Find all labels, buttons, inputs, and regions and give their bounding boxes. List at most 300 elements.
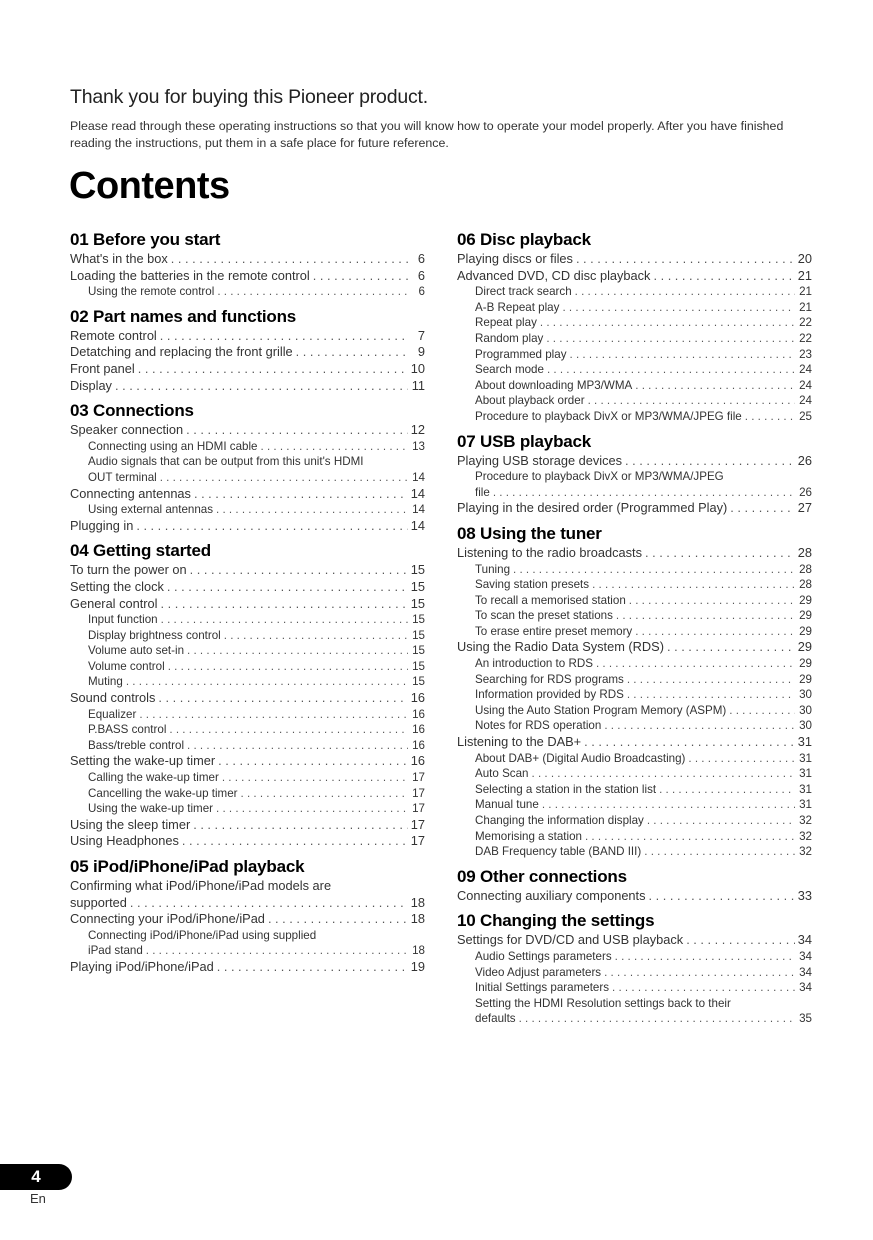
- entry-label: Settings for DVD/CD and USB playback: [457, 932, 684, 948]
- toc-entry[interactable]: [457, 703, 812, 719]
- dot-leader: [547, 362, 795, 378]
- entry-label: To recall a memorised station: [475, 593, 626, 607]
- dot-leader: [187, 738, 408, 754]
- entry-page-number: 25: [799, 409, 812, 423]
- entry-label: Using the sleep timer: [70, 816, 191, 832]
- entry-label: To erase entire preset memory: [475, 624, 633, 638]
- intro-text: Please read through these operating instructions so that you will know how to operate your model properly. After you have finished reading the instructions, put them in a safe place for future reference.: [70, 119, 784, 150]
- entry-label: Using the wake-up timer: [88, 802, 214, 816]
- toc-entry[interactable]: [457, 844, 812, 860]
- section-title: 06 Disc playback: [457, 230, 591, 249]
- entry-page-number: 21: [799, 300, 812, 314]
- toc-section: [457, 229, 812, 425]
- dot-leader: [745, 409, 795, 425]
- dot-leader: [513, 562, 795, 578]
- toc-entry[interactable]: [70, 643, 425, 659]
- toc-entry[interactable]: [70, 833, 425, 850]
- toc-entry[interactable]: [70, 753, 425, 770]
- toc-entry[interactable]: [457, 687, 812, 703]
- entry-page-number: 28: [797, 544, 812, 560]
- entry-label-continued: [70, 895, 425, 912]
- entry-label: Setting the clock: [70, 578, 164, 594]
- section-title: 10 Changing the settings: [457, 911, 655, 931]
- toc-entry[interactable]: [70, 722, 425, 738]
- entry-page-number: 6: [418, 285, 425, 299]
- entry-page-number: 18: [410, 894, 425, 910]
- dot-leader: [160, 470, 408, 486]
- toc-entry[interactable]: [70, 878, 425, 911]
- entry-page-number: 18: [410, 911, 425, 927]
- toc-entry[interactable]: [457, 980, 812, 996]
- toc-section: [70, 400, 425, 534]
- toc-entry[interactable]: [457, 829, 812, 845]
- dot-leader: [604, 965, 795, 981]
- entry-label: A-B Repeat play: [475, 300, 560, 314]
- entry-label: Manual tune: [475, 798, 539, 812]
- dot-leader: [647, 813, 795, 829]
- entry-page-number: 31: [799, 782, 812, 796]
- dot-leader: [629, 593, 795, 609]
- entry-page-number: 34: [797, 932, 812, 948]
- entry-label: defaults: [475, 1012, 516, 1026]
- toc-entry[interactable]: [70, 690, 425, 707]
- dot-leader: [193, 817, 408, 834]
- toc-entry[interactable]: [457, 639, 812, 656]
- entry-page-number: 29: [799, 593, 812, 607]
- dot-leader: [615, 949, 795, 965]
- entry-page-number: 24: [799, 394, 812, 408]
- entry-label: Connecting using an HDMI cable: [88, 439, 258, 453]
- toc-entry[interactable]: [70, 596, 425, 613]
- entry-label: An introduction to RDS: [475, 657, 593, 671]
- entry-label: Repeat play: [475, 316, 537, 330]
- entry-label: Sound controls: [70, 690, 156, 706]
- entry-page-number: 14: [410, 485, 425, 501]
- entry-page-number: 35: [799, 1012, 812, 1026]
- entry-page-number: 22: [799, 331, 812, 345]
- entry-label: Notes for RDS operation: [475, 719, 602, 733]
- entry-label: Programmed play: [475, 347, 567, 361]
- entry-label: Calling the wake-up timer: [88, 771, 219, 785]
- entry-page-number: 32: [799, 829, 812, 843]
- page-number-tab: [0, 1164, 72, 1190]
- toc-entry[interactable]: [457, 469, 812, 500]
- toc-entry[interactable]: [457, 362, 812, 378]
- dot-leader: [542, 797, 795, 813]
- entry-label: Auto Scan: [475, 767, 529, 781]
- dot-leader: [730, 500, 794, 517]
- toc-entry[interactable]: [70, 518, 425, 535]
- entry-label: Playing discs or files: [457, 251, 573, 266]
- dot-leader: [187, 643, 408, 659]
- dot-leader: [604, 718, 795, 734]
- toc-entry[interactable]: [70, 284, 425, 300]
- dot-leader: [126, 674, 408, 690]
- entry-label: To scan the preset stations: [475, 609, 613, 623]
- entry-label: Plugging in: [70, 517, 134, 533]
- toc-section: [457, 523, 812, 860]
- toc-entry[interactable]: [457, 996, 812, 1027]
- entry-label: DAB Frequency table (BAND III): [475, 845, 642, 859]
- entry-page-number: 31: [799, 767, 812, 781]
- entry-label: About playback order: [475, 394, 585, 408]
- entry-label: Loading the batteries in the remote control: [70, 267, 310, 283]
- entry-page-number: 28: [799, 562, 812, 576]
- toc-entry[interactable]: [70, 817, 425, 834]
- entry-page-number: 33: [797, 887, 812, 903]
- entry-label: Using external antennas: [88, 503, 214, 517]
- dot-leader: [313, 268, 408, 285]
- toc-entry[interactable]: [70, 628, 425, 644]
- entry-label: Equalizer: [88, 707, 137, 721]
- toc-entry[interactable]: [70, 502, 425, 518]
- entry-page-number: 21: [799, 285, 812, 299]
- dot-leader: [115, 378, 408, 395]
- dot-leader: [138, 361, 408, 378]
- toc-entry[interactable]: [70, 361, 425, 378]
- entry-label: Changing the information display: [475, 814, 644, 827]
- entry-page-number: 29: [799, 672, 812, 686]
- entry-label: Procedure to playback DivX or MP3/WMA/JPEG: [475, 470, 724, 484]
- dot-leader: [182, 833, 408, 850]
- toc-entry[interactable]: [70, 801, 425, 817]
- toc-entry[interactable]: [457, 888, 812, 905]
- toc-entry[interactable]: [457, 965, 812, 981]
- entry-label: iPad stand: [88, 944, 143, 958]
- entry-page-number: 16: [410, 690, 425, 706]
- toc-entry[interactable]: [70, 659, 425, 675]
- toc-entry[interactable]: [457, 656, 812, 672]
- entry-label: Saving station presets: [475, 578, 590, 592]
- entry-label: Remote control: [70, 327, 157, 343]
- toc-entry[interactable]: [70, 454, 425, 485]
- dot-leader: [493, 485, 795, 501]
- dot-leader: [562, 300, 795, 316]
- toc-entry[interactable]: [457, 751, 812, 767]
- toc-left-column: [70, 229, 425, 982]
- dot-leader: [644, 844, 795, 860]
- entry-label: P.BASS control: [88, 723, 167, 737]
- entry-label: Video Adjust parameters: [475, 965, 602, 979]
- entry-page-number: 15: [412, 675, 425, 689]
- entry-label: About DAB+ (Digital Audio Broadcasting): [475, 751, 686, 765]
- toc-section: [70, 856, 425, 976]
- entry-label: Bass/treble control: [88, 738, 185, 752]
- entry-label: What's in the box: [70, 251, 168, 266]
- entry-page-number: 17: [412, 771, 425, 785]
- dot-leader: [296, 344, 408, 361]
- entry-page-number: 10: [410, 360, 425, 376]
- entry-label: Advanced DVD, CD disc playback: [457, 267, 651, 283]
- toc-entry[interactable]: [70, 707, 425, 723]
- entry-label-continued: [475, 485, 812, 501]
- entry-label: Listening to the radio broadcasts: [457, 544, 642, 560]
- entry-label: Tuning: [475, 562, 511, 576]
- toc-entry[interactable]: [457, 500, 812, 517]
- toc-entry[interactable]: [457, 782, 812, 798]
- dot-leader: [169, 722, 408, 738]
- toc-section: [457, 866, 812, 905]
- entry-page-number: 30: [799, 703, 812, 717]
- dot-leader: [729, 703, 795, 719]
- dot-leader: [136, 518, 407, 535]
- dot-leader: [659, 782, 795, 798]
- entry-page-number: 15: [412, 628, 425, 642]
- entry-label: Direct track search: [475, 285, 572, 299]
- entry-page-number: 7: [417, 327, 425, 343]
- entry-label: Confirming what iPod/iPhone/iPad models are: [70, 878, 332, 893]
- entry-label: Memorising a station: [475, 829, 582, 843]
- entry-label: Search mode: [475, 363, 544, 377]
- toc-section: [457, 431, 812, 517]
- entry-label: Listening to the DAB+: [457, 734, 582, 750]
- entry-page-number: 15: [410, 578, 425, 594]
- entry-label: Initial Settings parameters: [475, 981, 610, 995]
- entry-page-number: 32: [799, 845, 812, 859]
- entry-page-number: 17: [412, 802, 425, 816]
- toc-entry[interactable]: [70, 579, 425, 596]
- entry-page-number: 23: [799, 347, 812, 361]
- entry-label: Speaker connection: [70, 422, 184, 438]
- entry-page-number: 16: [412, 723, 425, 737]
- dot-leader: [130, 895, 408, 912]
- dot-leader: [688, 751, 795, 767]
- toc-entry[interactable]: [457, 797, 812, 813]
- toc-entry[interactable]: [70, 959, 425, 976]
- toc-entry[interactable]: [457, 608, 812, 624]
- entry-page-number: 15: [410, 595, 425, 611]
- entry-label: Random play: [475, 331, 544, 345]
- entry-page-number: 22: [799, 316, 812, 330]
- dot-leader: [532, 766, 796, 782]
- language-label: En: [30, 1191, 46, 1206]
- entry-label: Connecting your iPod/iPhone/iPad: [70, 911, 265, 927]
- toc-entry[interactable]: [457, 949, 812, 965]
- toc-entry[interactable]: [70, 378, 425, 395]
- intro-title: Thank you for buying this Pioneer product.: [70, 86, 428, 108]
- entry-page-number: 24: [799, 378, 812, 392]
- entry-label: Setting the wake-up timer: [70, 753, 216, 769]
- dot-leader: [241, 786, 408, 802]
- entry-label: Searching for RDS programs: [475, 672, 624, 686]
- toc-entry[interactable]: [457, 284, 812, 300]
- toc-entry[interactable]: [457, 393, 812, 409]
- toc-entry[interactable]: [457, 562, 812, 578]
- dot-leader: [653, 268, 794, 285]
- entry-page-number: 16: [412, 738, 425, 752]
- toc-entry[interactable]: [70, 422, 425, 439]
- section-title: 03 Connections: [70, 401, 194, 421]
- dot-leader: [686, 932, 795, 949]
- dot-leader: [139, 707, 408, 723]
- toc-entry[interactable]: [457, 453, 812, 470]
- dot-leader: [146, 943, 408, 959]
- dot-leader: [576, 251, 795, 268]
- toc-entry[interactable]: [457, 577, 812, 593]
- section-title: 08 Using the tuner: [457, 523, 602, 543]
- toc-entry[interactable]: [70, 928, 425, 959]
- toc-entry[interactable]: [70, 786, 425, 802]
- toc-entry[interactable]: [70, 562, 425, 579]
- entry-label: OUT terminal: [88, 470, 157, 484]
- entry-label: Using the Radio Data System (RDS): [457, 639, 664, 655]
- entry-label: supported: [70, 894, 127, 910]
- entry-label: Display brightness control: [88, 628, 221, 642]
- toc-entry[interactable]: [70, 344, 425, 361]
- dot-leader: [161, 612, 408, 628]
- toc-entry[interactable]: [457, 347, 812, 363]
- entry-page-number: 15: [410, 562, 425, 578]
- entry-label: Display: [70, 377, 112, 393]
- entry-label: Connecting antennas: [70, 485, 191, 501]
- entry-page-number: 29: [799, 657, 812, 671]
- entry-page-number: 14: [412, 470, 425, 484]
- toc-entry[interactable]: [457, 300, 812, 316]
- toc-entry[interactable]: [70, 328, 425, 345]
- toc-entry[interactable]: [457, 251, 812, 268]
- toc-entry[interactable]: [457, 331, 812, 347]
- toc-entry[interactable]: [70, 439, 425, 455]
- entry-label: Connecting auxiliary components: [457, 887, 646, 903]
- entry-label: About downloading MP3/WMA: [475, 378, 633, 392]
- entry-page-number: 29: [797, 639, 812, 655]
- dot-leader: [167, 579, 408, 596]
- entry-page-number: 34: [799, 965, 812, 979]
- entry-page-number: 34: [799, 949, 812, 963]
- dot-leader: [627, 687, 795, 703]
- entry-page-number: 16: [410, 753, 425, 769]
- entry-label: Audio signals that can be output from this unit's HDMI: [88, 455, 364, 469]
- entry-page-number: 31: [799, 798, 812, 812]
- dot-leader: [649, 888, 795, 905]
- toc-entry[interactable]: [70, 770, 425, 786]
- toc-entry[interactable]: [70, 612, 425, 628]
- entry-page-number: 16: [412, 707, 425, 721]
- entry-page-number: 30: [799, 719, 812, 733]
- entry-page-number: 31: [797, 734, 812, 750]
- entry-label: Playing in the desired order (Programmed Play): [457, 500, 728, 516]
- dot-leader: [268, 911, 408, 928]
- entry-page-number: 26: [799, 485, 812, 499]
- page-number: 4: [31, 1167, 41, 1186]
- toc-entry[interactable]: [70, 268, 425, 285]
- dot-leader: [168, 659, 408, 675]
- entry-label: Using the Auto Station Program Memory (ASPM): [475, 703, 727, 717]
- toc-entry[interactable]: [457, 315, 812, 331]
- dot-leader: [612, 980, 795, 996]
- entry-page-number: 20: [797, 251, 812, 266]
- entry-label: Detatching and replacing the front grille: [70, 344, 293, 360]
- entry-page-number: 21: [797, 267, 812, 283]
- entry-page-number: 24: [799, 363, 812, 377]
- entry-page-number: 19: [410, 958, 425, 974]
- toc-right-column: [457, 229, 812, 1033]
- dot-leader: [216, 801, 408, 817]
- dot-leader: [546, 331, 795, 347]
- entry-page-number: 29: [799, 624, 812, 638]
- dot-leader: [627, 672, 795, 688]
- toc-entry[interactable]: [70, 738, 425, 754]
- entry-label: To turn the power on: [70, 562, 187, 578]
- toc-entry[interactable]: [70, 486, 425, 503]
- dot-leader: [190, 562, 408, 579]
- toc-entry[interactable]: [70, 251, 425, 268]
- dot-leader: [540, 315, 795, 331]
- entry-label: Volume control: [88, 659, 165, 673]
- entry-page-number: 15: [412, 644, 425, 658]
- entry-page-number: 12: [410, 422, 425, 438]
- toc-entry[interactable]: [457, 378, 812, 394]
- entry-page-number: 6: [417, 267, 425, 283]
- toc-entry[interactable]: [457, 593, 812, 609]
- toc-entry[interactable]: [457, 268, 812, 285]
- toc-section: [70, 540, 425, 850]
- entry-label-continued: [475, 1011, 812, 1027]
- entry-label: Playing iPod/iPhone/iPad: [70, 958, 214, 974]
- entry-page-number: 11: [411, 377, 425, 393]
- entry-label: General control: [70, 595, 158, 611]
- toc-entry[interactable]: [457, 932, 812, 949]
- entry-page-number: 30: [799, 688, 812, 702]
- entry-page-number: 14: [412, 503, 425, 517]
- entry-page-number: 28: [799, 578, 812, 592]
- entry-page-number: 31: [799, 751, 812, 765]
- toc-entry[interactable]: [457, 545, 812, 562]
- entry-page-number: 15: [412, 613, 425, 627]
- dot-leader: [261, 439, 409, 455]
- toc-entry[interactable]: [457, 409, 812, 425]
- dot-leader: [158, 690, 407, 707]
- toc-entry[interactable]: [457, 718, 812, 734]
- entry-page-number: 15: [412, 659, 425, 673]
- dot-leader: [224, 628, 408, 644]
- entry-page-number: 17: [410, 833, 425, 849]
- entry-label: Information provided by RDS: [475, 688, 624, 702]
- toc-entry[interactable]: [457, 734, 812, 751]
- dot-leader: [588, 393, 795, 409]
- toc-entry[interactable]: [457, 766, 812, 782]
- dot-leader: [596, 656, 795, 672]
- toc-entry[interactable]: [70, 674, 425, 690]
- entry-label: Volume auto set-in: [88, 644, 185, 658]
- toc-entry[interactable]: [457, 624, 812, 640]
- dot-leader: [217, 959, 408, 976]
- entry-label: file: [475, 485, 490, 499]
- dot-leader: [635, 378, 795, 394]
- toc-section: [70, 306, 425, 394]
- entry-page-number: 13: [412, 439, 425, 453]
- entry-label: Selecting a station in the station list: [475, 782, 657, 796]
- entry-label: Connecting iPod/iPhone/iPad using supplied: [88, 928, 317, 942]
- dot-leader: [584, 734, 795, 751]
- dot-leader: [570, 347, 796, 363]
- dot-leader: [625, 453, 795, 470]
- dot-leader: [186, 422, 408, 439]
- toc-entry[interactable]: [70, 911, 425, 928]
- dot-leader: [616, 608, 795, 624]
- dot-leader: [519, 1011, 795, 1027]
- toc-entry[interactable]: [457, 672, 812, 688]
- dot-leader: [218, 753, 408, 770]
- entry-label: Using Headphones: [70, 833, 179, 849]
- entry-page-number: 29: [799, 609, 812, 623]
- dot-leader: [222, 770, 408, 786]
- entry-label: Audio Settings parameters: [475, 949, 612, 963]
- dot-leader: [161, 596, 408, 613]
- toc-entry[interactable]: [457, 813, 812, 829]
- dot-leader: [575, 284, 795, 300]
- entry-label: Front panel: [70, 360, 135, 376]
